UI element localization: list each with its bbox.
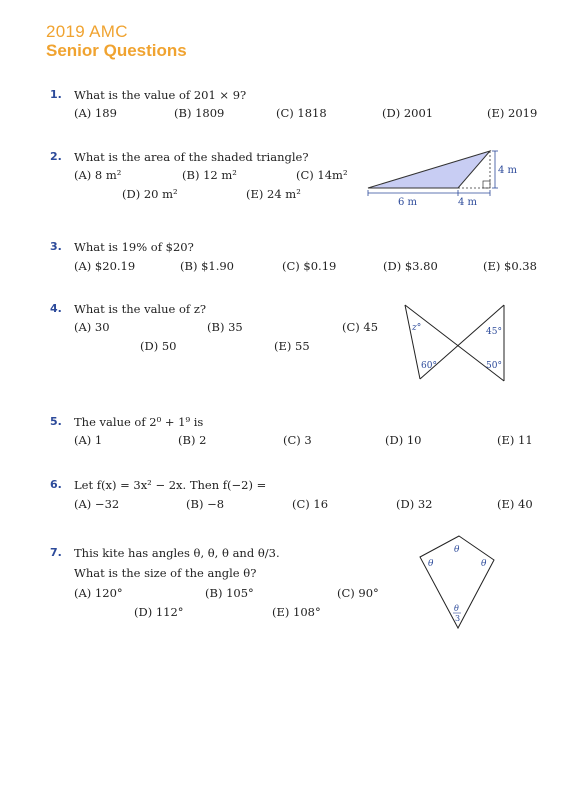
kite-figure [414, 532, 504, 632]
option-d[interactable]: (D) 112° [134, 605, 184, 619]
question-text: What is the value of z? [74, 302, 207, 316]
option-e[interactable]: (E) 24 m² [246, 187, 301, 201]
question-number: 6. [50, 478, 62, 491]
option-b[interactable]: (B) $1.90 [180, 259, 235, 273]
header-title: Senior Questions [46, 41, 187, 60]
theta-left-label: θ [428, 559, 434, 569]
angle-60-label: 60° [421, 361, 437, 371]
option-b[interactable]: (B) 12 m² [182, 168, 237, 182]
angle-45-label: 45° [486, 327, 502, 337]
question-text-line-2: What is the size of the angle θ? [74, 566, 257, 580]
label-base-right: 4 m [458, 197, 478, 208]
question-number: 4. [50, 302, 62, 315]
theta-third-numerator: θ [454, 604, 459, 613]
question-text: This kite has angles θ, θ, θ and θ/3. [74, 546, 280, 560]
option-d[interactable]: (D) 2001 [382, 106, 434, 120]
question-number: 2. [50, 150, 62, 163]
option-b[interactable]: (B) 35 [207, 320, 243, 334]
angle-50-label: 50° [486, 361, 502, 371]
option-a[interactable]: (A) 8 m² [74, 168, 122, 182]
option-a[interactable]: (A) $20.19 [74, 259, 136, 273]
option-c[interactable]: (C) $0.19 [282, 259, 337, 273]
question-text: What is the value of 201 × 9? [74, 88, 247, 102]
option-a[interactable]: (A) 120° [74, 586, 123, 600]
question-text: What is the area of the shaded triangle? [74, 150, 309, 164]
shaded-triangle-figure [360, 146, 530, 212]
theta-top-label: θ [454, 545, 460, 555]
question-number: 3. [50, 240, 62, 253]
header-year: 2019 AMC [46, 22, 128, 41]
option-a[interactable]: (A) 1 [74, 433, 103, 447]
option-c[interactable]: (C) 1818 [276, 106, 327, 120]
option-b[interactable]: (B) 105° [205, 586, 254, 600]
label-base-left: 6 m [398, 197, 418, 208]
option-c[interactable]: (C) 90° [337, 586, 379, 600]
question-number: 1. [50, 88, 62, 101]
bowtie-triangles-figure [400, 302, 510, 384]
label-height: 4 m [498, 165, 518, 176]
option-c[interactable]: (C) 14m² [296, 168, 348, 182]
option-e[interactable]: (E) $0.38 [483, 259, 537, 273]
option-e[interactable]: (E) 40 [497, 497, 533, 511]
option-d[interactable]: (D) 32 [396, 497, 433, 511]
question-text: What is 19% of $20? [74, 240, 194, 254]
question-number: 7. [50, 546, 62, 559]
option-b[interactable]: (B) 1809 [174, 106, 225, 120]
option-c[interactable]: (C) 16 [292, 497, 329, 511]
option-e[interactable]: (E) 2019 [487, 106, 538, 120]
theta-third-denominator: 3 [455, 614, 461, 623]
option-a[interactable]: (A) 189 [74, 106, 117, 120]
option-c[interactable]: (C) 45 [342, 320, 379, 334]
question-text: Let f(x) = 3x² − 2x. Then f(−2) = [74, 478, 267, 492]
option-d[interactable]: (D) 50 [140, 339, 177, 353]
option-d[interactable]: (D) 20 m² [122, 187, 178, 201]
option-d[interactable]: (D) $3.80 [383, 259, 438, 273]
option-a[interactable]: (A) −32 [74, 497, 120, 511]
theta-right-label: θ [481, 559, 487, 569]
angle-z-label: z° [412, 323, 422, 333]
option-e[interactable]: (E) 55 [274, 339, 310, 353]
question-text: The value of 2⁰ + 1⁹ is [74, 415, 204, 429]
option-c[interactable]: (C) 3 [283, 433, 312, 447]
option-e[interactable]: (E) 11 [497, 433, 533, 447]
option-e[interactable]: (E) 108° [272, 605, 321, 619]
option-b[interactable]: (B) −8 [186, 497, 225, 511]
question-number: 5. [50, 415, 62, 428]
option-a[interactable]: (A) 30 [74, 320, 110, 334]
option-d[interactable]: (D) 10 [385, 433, 422, 447]
option-b[interactable]: (B) 2 [178, 433, 207, 447]
